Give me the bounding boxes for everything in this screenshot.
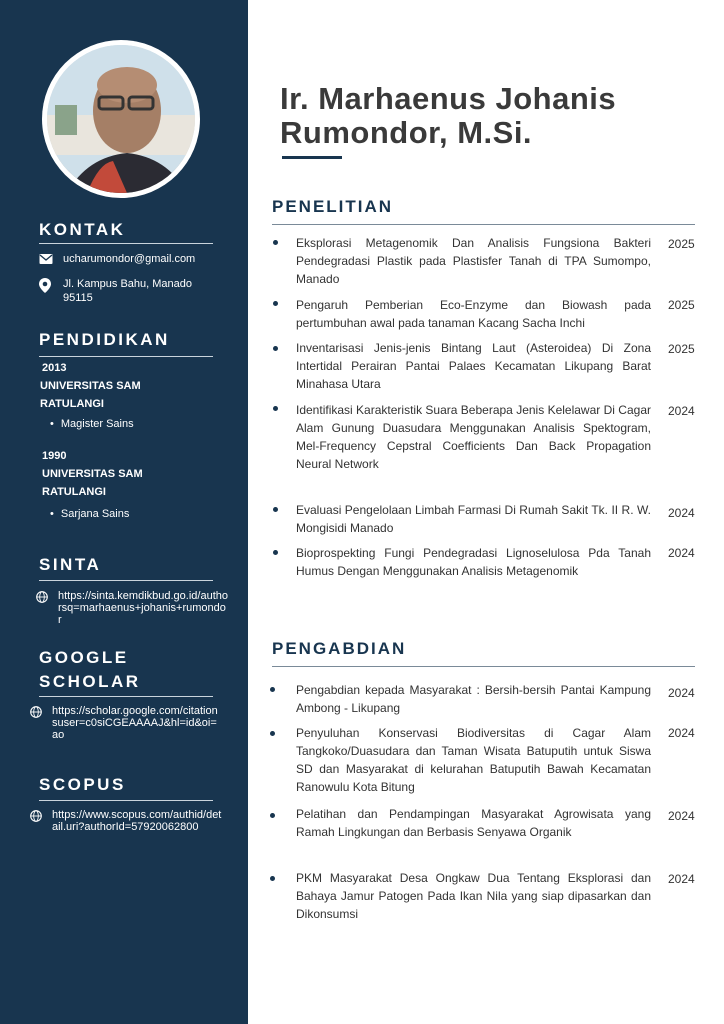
service-item-2: Penyuluhan Konservasi Biodiversitas di Cagar Alam Tangkoko/Duasudara dan Taman Wisata Batuputih untuk Siswa SD dan Masyarakat di kelurahan Batuputih Bawah Kecamatan Ranowulu Kota Bitung — [296, 726, 651, 794]
education-university-1 — [40, 377, 190, 413]
google-scholar-title-line-2: SCHOLAR — [39, 672, 141, 691]
service-item-4: PKM Masyarakat Desa Ongkaw Dua Tentang Eksplorasi dan Bahaya Jamur Patogen Pada Ikan Nila yang siap dipasarkan dan Dikonsumsi — [296, 871, 651, 921]
research-section-title: PENELITIAN — [272, 197, 394, 216]
bullet — [273, 301, 278, 306]
research-year-6: 2024 — [668, 546, 695, 560]
bullet — [270, 731, 275, 736]
bullet — [273, 507, 278, 512]
globe-icon — [30, 810, 42, 822]
education-year-1: 2013 — [42, 362, 67, 374]
education-degree-1: • Magister Sains — [50, 418, 134, 430]
email-text: ucharumondor@gmail.com — [63, 253, 196, 265]
university-line-2: RATULANGI — [40, 398, 104, 410]
google-scholar-section-title — [39, 646, 141, 694]
research-item-3: Inventarisasi Jenis-jenis Bintang Laut (Asteroidea) Di Zona Intertidal Perairan Pantai Palaes Kecamatan Likupang Barat Minahasa Utara — [296, 341, 651, 391]
profile-photo-frame — [42, 40, 200, 198]
sinta-url: https://sinta.kemdikbud.go.id/authorsq=marhaenus+johanis+rumondor — [58, 590, 228, 626]
scopus-divider — [39, 800, 213, 801]
university-line-2: RATULANGI — [42, 486, 106, 498]
page-title — [280, 82, 616, 150]
service-year-2: 2024 — [668, 726, 695, 740]
google-scholar-title-line-1: GOOGLE — [39, 648, 129, 667]
bullet — [270, 876, 275, 881]
sinta-section-title: SINTA — [39, 555, 102, 574]
bullet — [273, 550, 278, 555]
education-university-2 — [42, 465, 192, 501]
address-line-2: 95115 — [63, 292, 93, 304]
research-year-3: 2025 — [668, 342, 695, 356]
sinta-divider — [39, 580, 213, 581]
profile-photo — [47, 45, 195, 193]
research-year-1: 2025 — [668, 237, 695, 251]
service-year-1: 2024 — [668, 686, 695, 700]
service-year-3: 2024 — [668, 809, 695, 823]
bullet — [270, 813, 275, 818]
research-item-5: Evaluasi Pengelolaan Limbah Farmasi Di Rumah Sakit Tk. II R. W. Mongisidi Manado — [296, 503, 651, 535]
service-year-4: 2024 — [668, 872, 695, 886]
university-line-1: UNIVERSITAS SAM — [42, 468, 143, 480]
research-year-2: 2025 — [668, 298, 695, 312]
globe-icon — [36, 591, 48, 603]
bullet — [273, 346, 278, 351]
research-year-5: 2024 — [668, 506, 695, 520]
email-icon — [39, 253, 53, 267]
scopus-section-title: SCOPUS — [39, 775, 126, 794]
contact-section-title: KONTAK — [39, 220, 126, 239]
bullet — [273, 406, 278, 411]
education-section-title: PENDIDIKAN — [39, 330, 170, 349]
education-divider — [39, 356, 213, 357]
address-text — [63, 277, 233, 305]
name-line-2: Rumondor, M.Si. — [280, 115, 533, 150]
bullet — [270, 687, 275, 692]
location-pin-icon — [39, 278, 53, 292]
contact-divider — [39, 243, 213, 244]
google-scholar-url: https://scholar.google.com/citationsuser=c0siCGEAAAAJ&hl=id&oi=ao — [52, 705, 218, 741]
research-item-2: Pengaruh Pemberian Eco-Enzyme dan Biowash pada pertumbuhan awal pada tanaman Kacang Sacha Inchi — [296, 298, 651, 330]
name-line-1: Ir. Marhaenus Johanis — [280, 81, 617, 116]
title-underline — [282, 156, 342, 159]
research-item-1: Eksplorasi Metagenomik Dan Analisis Fungsiona Bakteri Pendegradasi Plastik pada Plastisfer Tanah di TPA Sumompo, Manado — [296, 236, 651, 286]
research-divider — [272, 224, 695, 225]
university-line-1: UNIVERSITAS SAM — [40, 380, 141, 392]
service-item-1: Pengabdian kepada Masyarakat : Bersih-bersih Pantai Kampung Ambong - Likupang — [296, 683, 651, 715]
sidebar — [0, 0, 248, 1024]
globe-icon — [30, 706, 42, 718]
research-item-4: Identifikasi Karakteristik Suara Beberapa Jenis Kelelawar Di Cagar Alam Gunung Duasudara Menggunakan Analisis Spektogram, Mel-Frequency Cepstral Coefficients Dan Back Propagation Neural Network — [296, 403, 651, 471]
service-item-3: Pelatihan dan Pendampingan Masyarakat Agrowisata yang Ramah Lingkungan dan Berbasis Senyawa Organik — [296, 807, 651, 839]
address-line-1: Jl. Kampus Bahu, Manado — [63, 278, 193, 290]
education-year-2: 1990 — [42, 450, 67, 462]
google-scholar-divider — [39, 696, 213, 697]
service-divider — [272, 666, 695, 667]
scopus-url: https://www.scopus.com/authid/detail.uri?authorId=57920062800 — [52, 809, 222, 833]
research-year-4: 2024 — [668, 404, 695, 418]
research-item-6: Bioprospekting Fungi Pendegradasi Lignoselulosa Pda Tanah Humus Dengan Menggunakan Analisis Metagenomik — [296, 546, 651, 578]
education-degree-2: • Sarjana Sains — [50, 508, 129, 520]
service-section-title: PENGABDIAN — [272, 639, 407, 658]
bullet — [273, 240, 278, 245]
